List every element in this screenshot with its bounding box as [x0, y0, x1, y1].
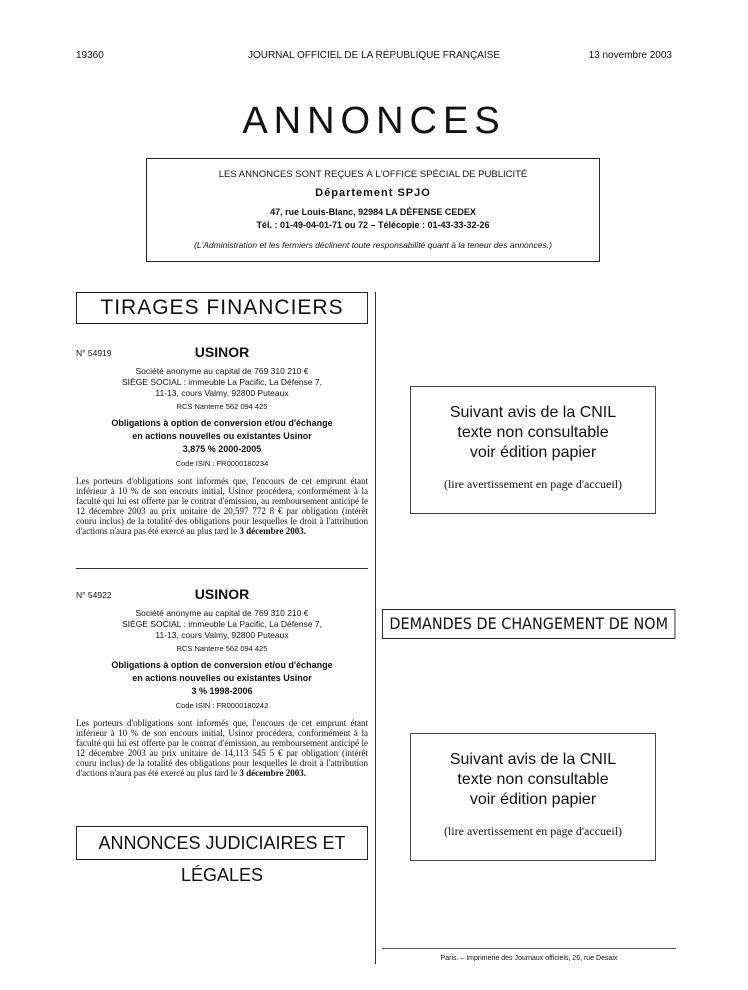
isin-code: Code ISIN : FR0000180242 — [175, 701, 269, 710]
notice-address: 47, rue Louis-Blanc, 92984 LA DÉFENSE CEDEX — [270, 207, 476, 217]
section-header-tirages: TIRAGES FINANCIERS — [76, 292, 368, 324]
cnil-line: Suivant avis de la CNIL — [449, 404, 617, 421]
cnil-line: voir édition papier — [469, 444, 597, 461]
notice-disclaimer: (L'Administration et les fermiers déclinent toute responsabilité quant à la teneur des annonces.) — [194, 240, 552, 250]
page-number: 19360 — [76, 50, 104, 61]
head-office: SIÈGE SOCIAL : immeuble La Pacific, La Défense 7, — [122, 619, 322, 629]
printer-footer: Paris. – Imprimerie des Journaux officiels, 26, rue Desaix — [440, 955, 618, 962]
notice-department: Département SPJO — [315, 187, 431, 199]
column-divider — [375, 292, 376, 964]
cnil-notice — [410, 733, 656, 861]
cnil-warning: (lire avertissement en page d'accueil) — [443, 824, 623, 838]
publicity-notice — [146, 158, 600, 262]
company-name: USINOR — [194, 586, 250, 602]
notice-line: LES ANNONCES SONT REÇUES À L'OFFICE SPÉCIAL DE PUBLICITÉ — [218, 169, 528, 180]
head-office: SIÈGE SOCIAL : immeuble La Pacific, La Défense 7, — [122, 377, 322, 387]
announcement-number: N° 54919 — [76, 348, 112, 358]
cnil-line: texte non consultable — [457, 424, 609, 441]
cnil-notice — [410, 386, 656, 514]
bond-title: Obligations à option de conversion et/ou d'échange — [111, 660, 333, 670]
deadline-date: 3 décembre 2003. — [239, 526, 306, 536]
page-title: ANNONCES — [242, 100, 506, 142]
bond-title: Obligations à option de conversion et/ou d'échange — [111, 418, 333, 428]
bond-rate: 3 % 1998-2006 — [191, 686, 253, 696]
cnil-line: Suivant avis de la CNIL — [449, 751, 617, 768]
cnil-line: texte non consultable — [457, 771, 609, 788]
section-header-judiciaires: ANNONCES JUDICIAIRES ET LÉGALES — [76, 826, 368, 860]
rcs-number: RCS Nanterre 562 094 425 — [176, 402, 268, 411]
deadline-date: 3 décembre 2003. — [239, 768, 306, 778]
bond-title-2: en actions nouvelles ou existantes Usinor — [132, 673, 312, 683]
notice-phone: Tél. : 01-49-04-01-71 ou 72 – Télécopie : 01-43-33-32-26 — [256, 220, 490, 230]
cnil-line: voir édition papier — [469, 791, 597, 808]
footer-rule — [382, 948, 676, 949]
announcement — [76, 344, 368, 536]
cnil-warning: (lire avertissement en page d'accueil) — [443, 477, 623, 491]
announcement-body: Les porteurs d'obligations sont informés que, l'encours de cet emprunt étant inférieur à 10 % de son encours initial, Usinor procédera, conformément à la faculté qui lui est offerte par le contrat d'émission, au remboursement anticipé le 12 décembre 2003 au prix unitaire de 14,113 545 5 € par obligation (intérêt couru inclus) de la totalité des obligations pour lesquelles le droit à l'attribution d'actions n'aura pas été exercé au plus tard le 3 décembre 2003. — [76, 718, 368, 778]
rcs-number: RCS Nanterre 562 094 425 — [176, 644, 268, 653]
isin-code: Code ISIN : FR0000180234 — [175, 459, 269, 468]
head-office-address: 11-13, cours Valmy, 92800 Puteaux — [155, 630, 289, 640]
bond-rate: 3,875 % 2000-2005 — [182, 444, 262, 454]
journal-title: JOURNAL OFFICIEL DE LA RÉPUBLIQUE FRANÇAISE — [247, 50, 501, 61]
announcement — [76, 586, 368, 778]
company-name: USINOR — [194, 344, 250, 360]
bond-title-2: en actions nouvelles ou existantes Usinor — [132, 431, 312, 441]
announcement-number: N° 54922 — [76, 590, 112, 600]
issue-date: 13 novembre 2003 — [588, 50, 672, 61]
section-header-demandes: DEMANDES DE CHANGEMENT DE NOM — [382, 609, 675, 639]
company-capital: Société anonyme au capital de 769 310 210 € — [135, 366, 309, 376]
head-office-address: 11-13, cours Valmy, 92800 Puteaux — [155, 388, 289, 398]
announcement-separator — [76, 568, 368, 569]
company-capital: Société anonyme au capital de 769 310 210 € — [135, 608, 309, 618]
announcement-body: Les porteurs d'obligations sont informés que, l'encours de cet emprunt étant inférieur à 10 % de son encours initial, Usinor procédera, conformément à la faculté qui lui est offerte par le contrat d'émission, au remboursement anticipé le 12 décembre 2003 au prix unitaire de 20,597 772 8 € par obligation (intérêt couru inclus) de la totalité des obligations pour lesquelles le droit à l'attribution d'actions n'aura pas été exercé au plus tard le 3 décembre 2003. — [76, 476, 368, 536]
